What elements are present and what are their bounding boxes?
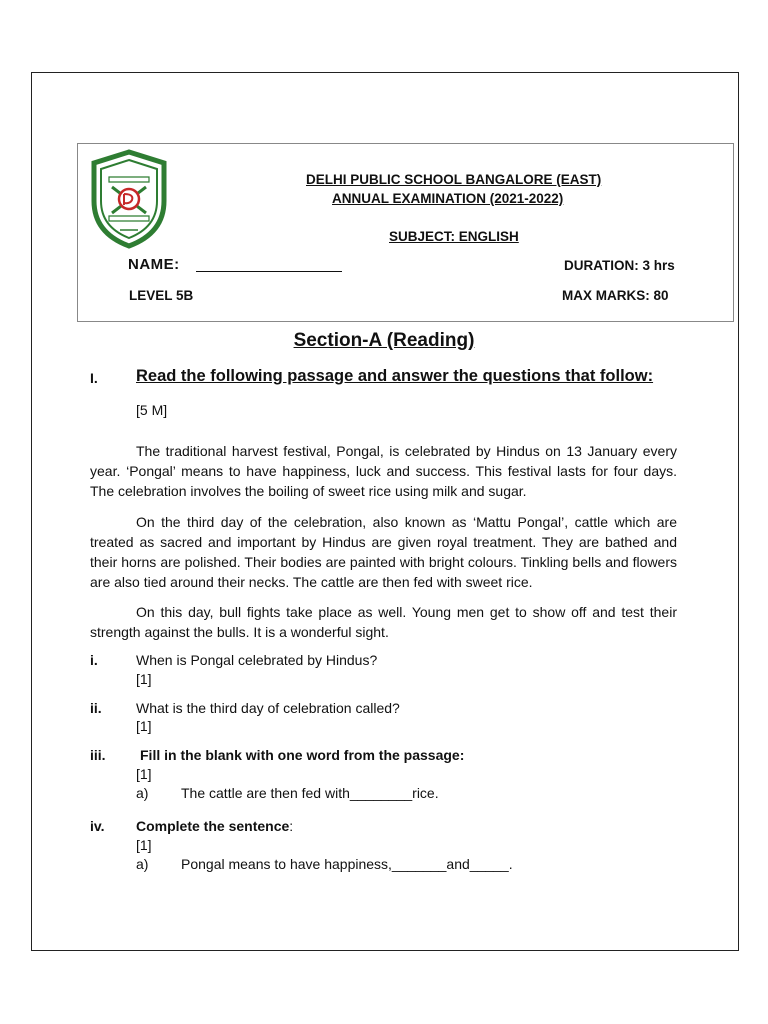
passage-paragraph: On this day, bull fights take place as well. Young men get to show off and test their strength against the bulls. It is a wonderful sight. bbox=[90, 604, 677, 640]
sub-question-number: i. bbox=[90, 652, 98, 668]
level-label: LEVEL 5B bbox=[129, 288, 194, 303]
sub-item-label: a) bbox=[136, 785, 149, 801]
question-marks: [5 M] bbox=[136, 402, 168, 418]
sub-question-marks: [1] bbox=[136, 766, 152, 782]
subject-label: SUBJECT: ENGLISH bbox=[389, 229, 519, 244]
sub-question-text: What is the third day of celebration called? bbox=[136, 700, 400, 716]
passage-paragraph: The traditional harvest festival, Pongal, is celebrated by Hindus on 13 January every year. ‘Pongal’ means to have happiness, luck and success. This festival lasts for four days. The celebration involves the boiling of sweet rice using milk and sugar. bbox=[90, 443, 677, 499]
school-emblem-icon bbox=[88, 149, 170, 249]
exam-title: ANNUAL EXAMINATION (2021-2022) bbox=[332, 191, 564, 206]
sub-question-number: iv. bbox=[90, 818, 105, 834]
duration-label: DURATION: 3 hrs bbox=[564, 258, 675, 273]
name-field-line[interactable] bbox=[196, 271, 342, 272]
question-number: I. bbox=[90, 370, 98, 386]
sub-question-number: ii. bbox=[90, 700, 102, 716]
sub-question-text: Fill in the blank with one word from the passage: bbox=[140, 747, 465, 763]
sub-question-number: iii. bbox=[90, 747, 106, 763]
question-instruction: Read the following passage and answer the questions that follow: bbox=[136, 367, 654, 385]
sub-item-label: a) bbox=[136, 856, 149, 872]
sub-item-text: Pongal means to have happiness,_______and_____. bbox=[181, 856, 513, 872]
sub-question-marks: [1] bbox=[136, 837, 152, 853]
name-label: NAME: bbox=[128, 256, 180, 273]
section-title: Section-A (Reading) bbox=[293, 330, 475, 351]
sub-question-text-wrapper bbox=[136, 818, 293, 834]
sub-question-marks: [1] bbox=[136, 718, 152, 734]
sub-question-text: When is Pongal celebrated by Hindus? bbox=[136, 652, 378, 668]
sub-question-suffix: : bbox=[289, 818, 294, 834]
sub-question-text: Complete the sentence bbox=[136, 818, 290, 834]
passage-paragraph: On the third day of the celebration, also known as ‘Mattu Pongal’, cattle which are treated as sacred and important by Hindus are given royal treatment. They are bathed and their horns are polished. Their bodies are painted with bright colours. Tinkling bells and flowers are also tied around their necks. The cattle are then fed with sweet rice. bbox=[90, 514, 677, 590]
sub-item-text: The cattle are then fed with________rice. bbox=[181, 785, 439, 801]
school-name: DELHI PUBLIC SCHOOL BANGALORE (EAST) bbox=[306, 172, 602, 187]
max-marks-label: MAX MARKS: 80 bbox=[562, 288, 669, 303]
sub-question-marks: [1] bbox=[136, 671, 152, 687]
